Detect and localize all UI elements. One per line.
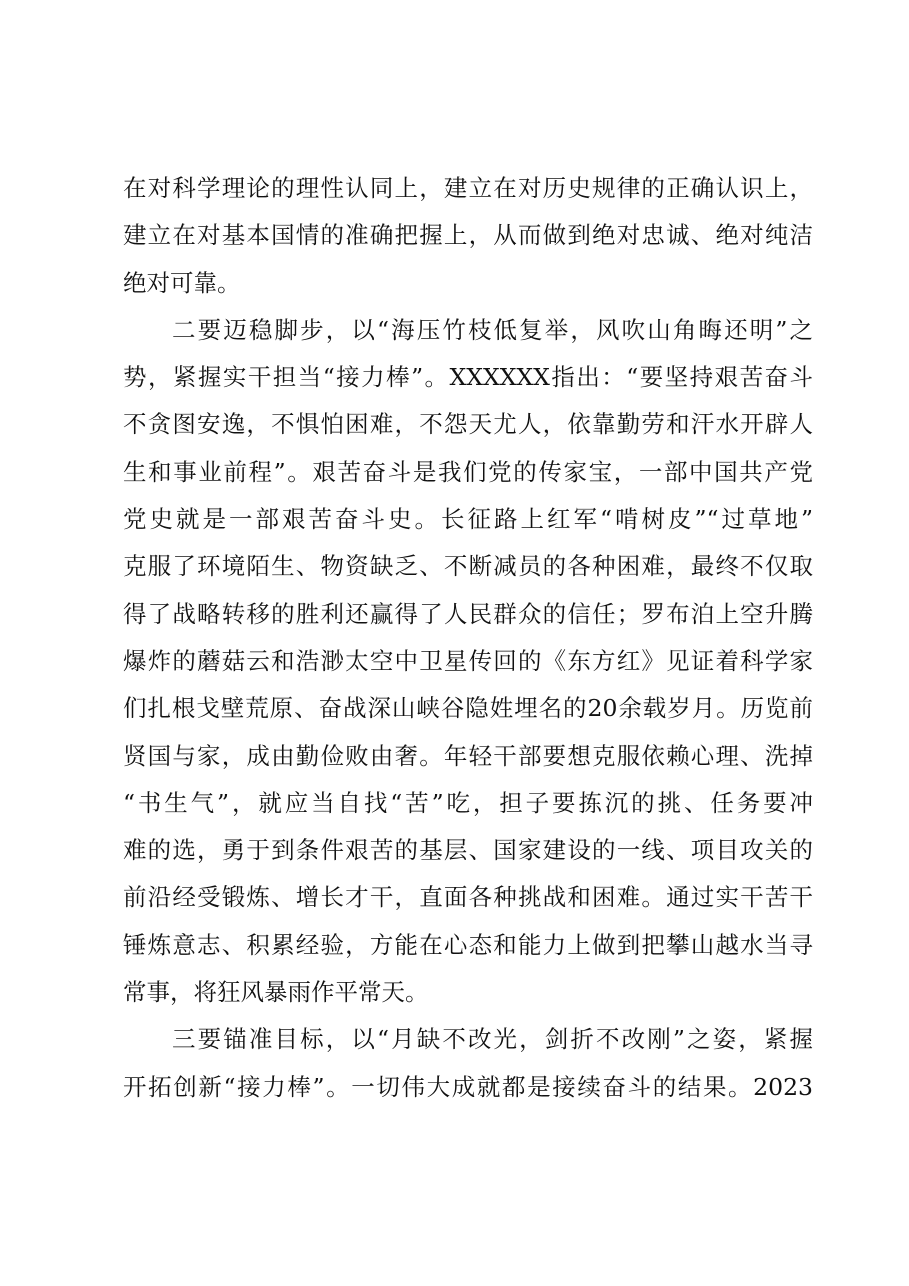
paragraph-line: 开拓创新“接力棒”。一切伟大成就都是接续奋斗的结果。2023 xyxy=(123,1072,813,1101)
paragraph-line: 在对科学理论的理性认同上，建立在对历史规律的正确认识上， xyxy=(123,174,813,202)
paragraph-line: 不贪图安逸，不惧怕困难，不怨天尤人，依靠勤劳和汗水开辟人 xyxy=(123,410,813,439)
paragraph-line: 克服了环境陌生、物资缺乏、不断减员的各种困难，最终不仅取 xyxy=(123,552,813,581)
paragraph-line: 们扎根戈壁荒原、奋战深山峡谷隐姓埋名的20余载岁月。历览前 xyxy=(123,694,813,723)
body-text xyxy=(123,165,813,1111)
paragraph-line: 爆炸的蘑菇云和浩渺太空中卫星传回的《东方红》见证着科学家 xyxy=(123,646,813,675)
paragraph-line: 贤国与家，成由勤俭败由奢。年轻干部要想克服依赖心理、洗掉 xyxy=(123,741,813,770)
paragraph-line: 生和事业前程”。艰苦奋斗是我们党的传家宝，一部中国共产党 xyxy=(123,457,813,486)
paragraph-line: 常事，将狂风暴雨作平常天。 xyxy=(123,978,429,1007)
paragraph-line: 三要锚准目标，以“月缺不改光，剑折不改刚”之姿，紧握 xyxy=(172,1025,813,1054)
paragraph-line: 绝对可靠。 xyxy=(123,268,241,297)
paragraph-line: 得了战略转移的胜利还赢得了人民群众的信任；罗布泊上空升腾 xyxy=(123,599,813,628)
paragraph-line: 党史就是一部艰苦奋斗史。长征路上红军“啃树皮”“过草地” xyxy=(123,505,813,534)
paragraph-line: 二要迈稳脚步，以“海压竹枝低复举，风吹山角晦还明”之 xyxy=(172,315,813,344)
paragraph-line: 锤炼意志、积累经验，方能在心态和能力上做到把攀山越水当寻 xyxy=(123,930,813,959)
paragraph-line: 势，紧握实干担当“接力棒”。XXXXXX指出：“要坚持艰苦奋斗 xyxy=(123,363,813,392)
paragraph-line: “书生气”，就应当自找“苦”吃，担子要拣沉的挑、任务要冲 xyxy=(123,788,813,817)
paragraph-line: 难的选，勇于到条件艰苦的基层、国家建设的一线、项目攻关的 xyxy=(123,836,813,865)
paragraph-line: 前沿经受锻炼、增长才干，直面各种挑战和困难。通过实干苦干 xyxy=(123,883,813,912)
paragraph-line: 建立在对基本国情的准确把握上，从而做到绝对忠诚、绝对纯洁 xyxy=(123,221,813,250)
